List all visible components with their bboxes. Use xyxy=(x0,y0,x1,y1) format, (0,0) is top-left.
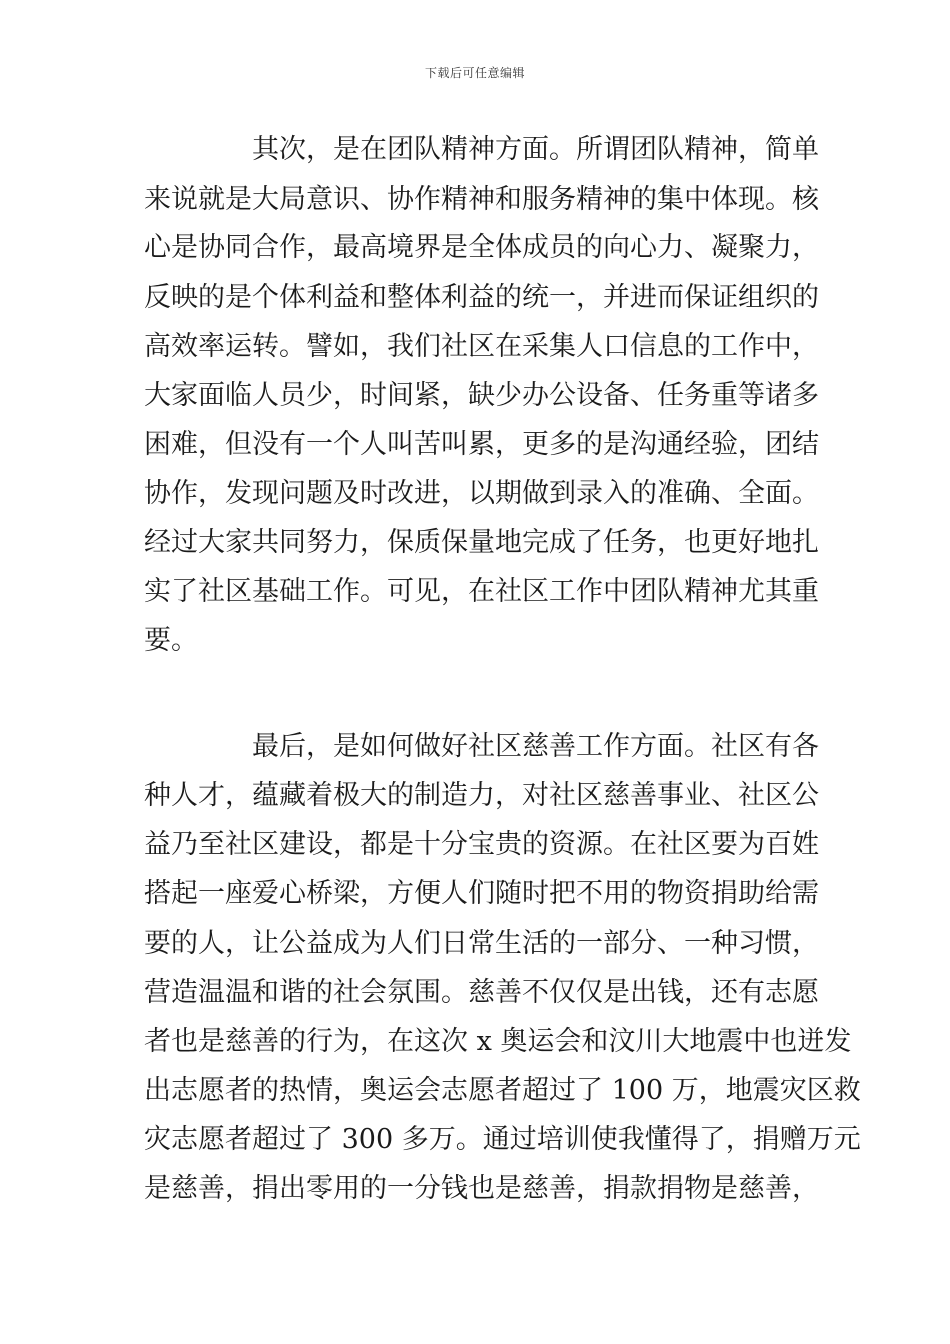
paragraph-line: 搭起一座爱心桥梁，方便人们随时把不用的物资捐助给需 xyxy=(144,878,819,909)
paragraph-line: 灾志愿者超过了 300 多万。通过培训使我懂得了，捐赠万元 xyxy=(144,1124,861,1155)
paragraph-line: 高效率运转。譬如，我们社区在采集人口信息的工作中， xyxy=(144,331,819,362)
paragraph-line: 大家面临人员少，时间紧，缺少办公设备、任务重等诸多 xyxy=(144,380,819,411)
paragraph-line: 困难，但没有一个人叫苦叫累，更多的是沟通经验，团结 xyxy=(144,429,819,460)
paragraph-line: 营造温温和谐的社会氛围。慈善不仅仅是出钱，还有志愿 xyxy=(144,977,819,1008)
paragraph-line: 者也是慈善的行为，在这次 x 奥运会和汶川大地震中也迸发 xyxy=(144,1026,852,1057)
paragraph-line: 经过大家共同努力，保质保量地完成了任务，也更好地扎 xyxy=(144,527,819,558)
paragraph-line: 反映的是个体利益和整体利益的统一，并进而保证组织的 xyxy=(144,282,819,313)
paragraph-line: 要。 xyxy=(144,625,198,656)
paragraph-line: 来说就是大局意识、协作精神和服务精神的集中体现。核 xyxy=(144,184,819,215)
paragraph-line: 协作，发现问题及时改进，以期做到录入的准确、全面。 xyxy=(144,478,819,509)
paragraph-line: 种人才，蕴藏着极大的制造力，对社区慈善事业、社区公 xyxy=(144,780,819,811)
paragraph-line: 是慈善，捐出零用的一分钱也是慈善，捐款捐物是慈善， xyxy=(144,1173,819,1204)
page-header: 下载后可任意编辑 xyxy=(424,66,525,80)
paragraph-line: 心是协同合作，最高境界是全体成员的向心力、凝聚力， xyxy=(144,232,819,263)
paragraph-line: 益乃至社区建设，都是十分宝贵的资源。在社区要为百姓 xyxy=(144,829,819,860)
paragraph-line: 要的人，让公益成为人们日常生活的一部分、一种习惯， xyxy=(144,928,819,959)
paragraph-line: 实了社区基础工作。可见，在社区工作中团队精神尤其重 xyxy=(144,576,819,607)
paragraph-line: 其次，是在团队精神方面。所谓团队精神，简单 xyxy=(252,134,819,165)
paragraph-line: 出志愿者的热情，奥运会志愿者超过了 100 万，地震灾区救 xyxy=(144,1075,861,1106)
paragraph-line: 最后，是如何做好社区慈善工作方面。社区有各 xyxy=(252,731,819,762)
